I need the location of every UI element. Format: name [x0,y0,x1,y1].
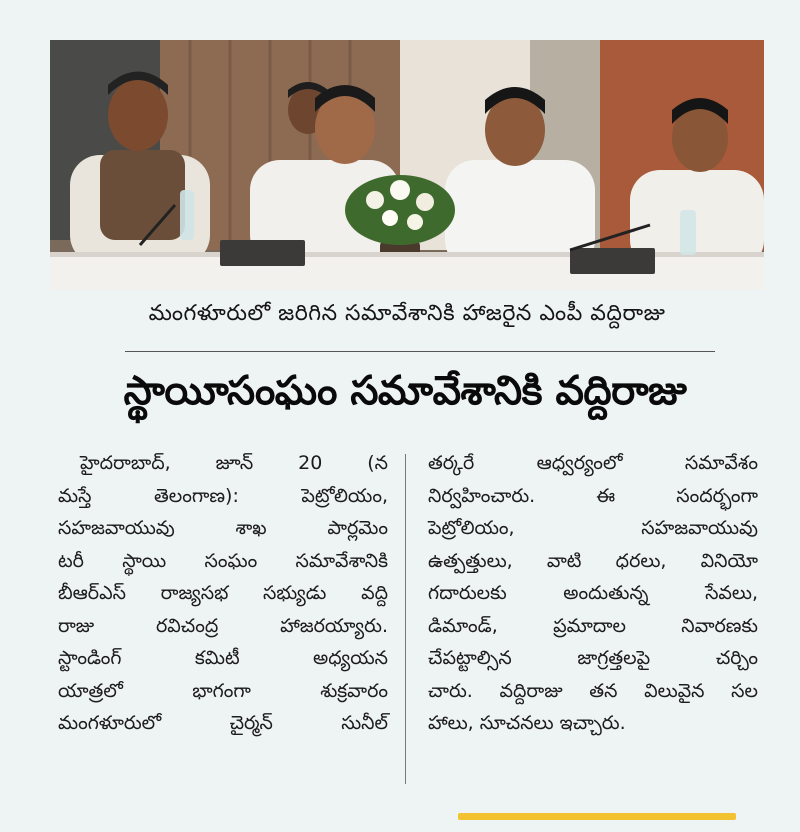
body-line: చేపట్టాల్సిన జాగ్రత్తలపై చర్చిం [428,647,758,669]
body-line: టరీ స్థాయి సంఘం సమావేశానికి [58,549,388,572]
body-column-right [428,447,758,740]
body-line: నిర్వహించారు. ఈ సందర్భంగా [428,484,758,507]
body-line: పెట్రోలియం, సహజవాయువు [428,517,758,539]
news-photo [50,40,764,290]
body-line: బీఆర్ఎస్ రాజ్యసభ సభ్యుడు వద్ది [58,582,388,604]
meeting-photo-illustration [50,40,764,290]
body-line: ఉత్పత్తులు, వాటి ధరలు, వినియో [428,549,758,572]
accent-bar [458,813,736,820]
body-line: హాలు, సూచనలు ఇచ్చారు. [428,712,626,734]
body-line: యాత్రలో భాగంగా శుక్రవారం [58,679,388,702]
body-line: గదారులకు అందుతున్న సేవలు, [428,582,758,604]
body-line: చారు. వద్దిరాజు తన విలువైన సల [428,679,758,702]
body-line: తర్కరే ఆధ్వర్యంలో సమావేశం [428,452,758,474]
caption-rule [125,351,715,352]
body-line: సహజవాయువు శాఖ పార్లమెం [58,517,388,539]
column-divider [405,454,406,784]
body-line: మస్తే తెలంగాణ): పెట్రోలియం, [58,484,388,507]
body-line: మంగళూరులో చైర్మన్ సునీల్ [58,712,388,734]
body-column-left [58,447,388,740]
body-line: రాజు రవిచంద్ర హాజరయ్యారు. [58,614,388,637]
article-headline: స్థాయీసంఘం సమావేశానికి వద్దిరాజు [123,368,687,414]
body-line: స్టాండింగ్ కమిటీ అధ్యయన [58,647,388,669]
photo-caption: మంగళూరులో జరిగిన సమావేశానికి హాజరైన ఎంపీ వద్దిరాజు [148,301,666,326]
body-line: డిమాండ్, ప్రమాదాల నివారణకు [428,614,758,637]
body-line: హైదరాబాద్, జూన్ 20 (న [80,452,388,474]
